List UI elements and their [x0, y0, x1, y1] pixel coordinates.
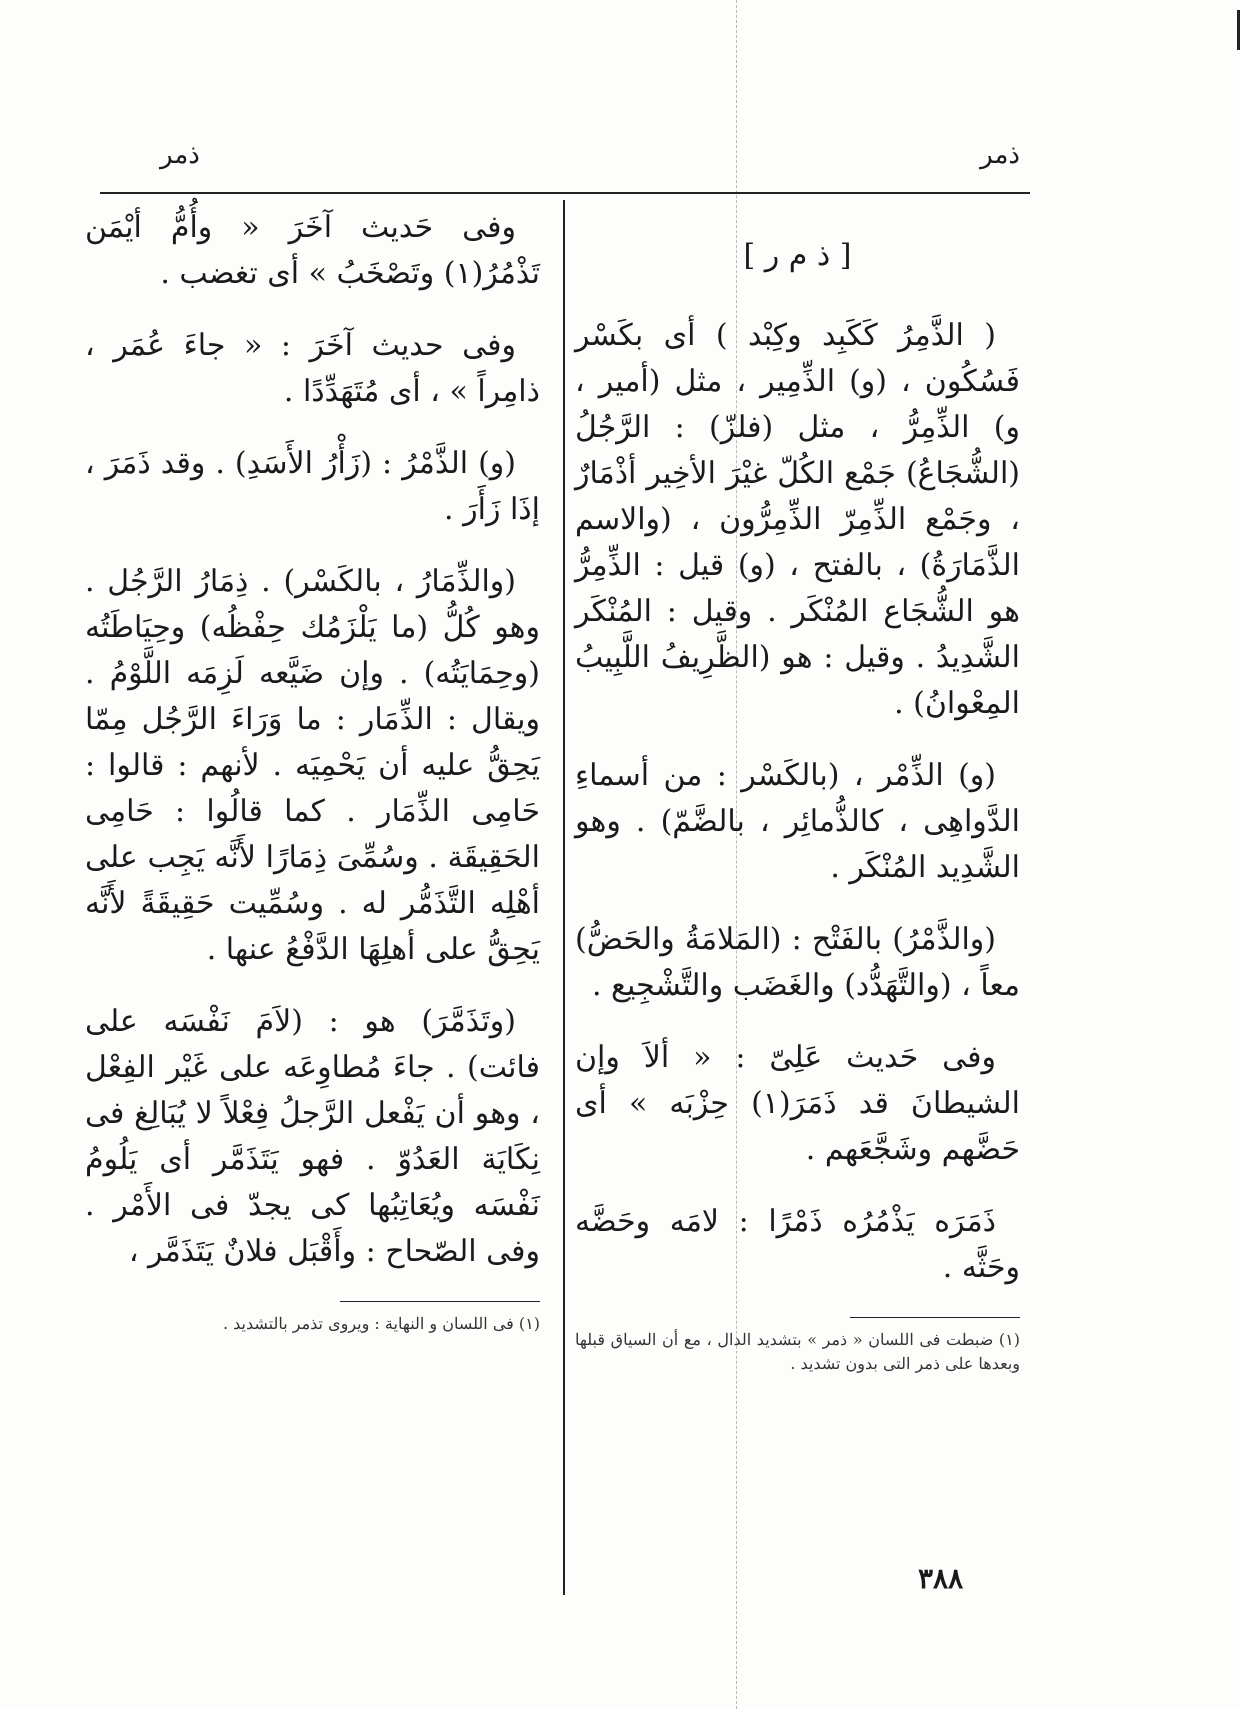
left-column	[85, 205, 540, 1362]
footnote: (١) فى اللسان و النهاية : ويروى تذمر بالتشديد .	[222, 1314, 540, 1333]
footnote: (١) ضبطت فى اللسان « ذمر » بتشديد الدال ، مع أن السياق قبلها وبعدها على ذمر التى بدون تشديد .	[575, 1330, 1020, 1373]
entry-paragraph: (والذِّمَارُ ، بالكَسْر) . ذِمَارُ الرَّجُل . وهو كُلُّ (ما يَلْزَمُك حِفْظُه) وحِيَاطَتُه (وحِمَايَتُه) . وإن ضَيَّعه لَزِمَه اللَّوْمُ . ويقال : الذِّمَار : ما وَرَاءَ الرَّجُل مِمّا يَحِقُّ عليه أن يَحْمِيَه . لأنهم : قالوا : حَامِى الذِّمَار . كما قالُوا : حَامِى الحَقِيقَة . وسُمِّىَ ذِمَارًا لأَنَّه يَجِب على أهْلِه التَّذَمُّر له . وسُمِّيت حَقِيقَةً لأَنَّه يَحِقُّ على أهلِهَا الدَّفْعُ عنها .	[85, 564, 540, 967]
page-number: ٣٨٨	[918, 1562, 964, 1595]
footnote-rule	[340, 1301, 540, 1302]
entry-paragraph: (و) الذِّمْر ، (بالكَسْر : من أسماءِ الدَّواهِى ، كالذُّمائِر ، بالضَّمّ) . وهو الشَّدِيد المُنْكَر .	[575, 758, 1020, 885]
entry-paragraph: ذَمَرَه يَذْمُرُه ذَمْرًا : لامَه وحَضَّه وحَثَّه .	[575, 1204, 1020, 1285]
entry-paragraph: وفى حديث آخَرَ : « جاءَ عُمَر ، ذامِراً » ، أى مُتَهَدِّدًا .	[85, 328, 540, 409]
running-headword-right: ذمر	[980, 140, 1020, 170]
column-divider	[563, 200, 565, 1595]
right-column	[575, 205, 1020, 1402]
root-heading: [ ذ م ر ]	[743, 238, 852, 273]
entry-paragraph: (وتَذَمَّرَ) هو : (لاَمَ نَفْسَه على فائت) . جاءَ مُطاوِعَه على غَيْر الفِعْل ، وهو أن يَفْعل الرَّجلُ فِعْلاً لا يُبَالِغ فى نِكَايَة العَدُوّ . فهو يَتَذَمَّر أى يَلُومُ نَفْسَه ويُعَاتِبُها كى يجدّ فى الأَمْر . وفى الصّحاح : وأَقْبَل فلانٌ يَتَذَمَّر ،	[85, 1004, 540, 1269]
entry-paragraph: وفى حَديث آخَرَ « وأُمُّ أيْمَن تَذْمُرُ(١) وتَصْخَبُ » أى تغضب .	[85, 210, 540, 291]
entry-paragraph: (و) الذَّمْرُ : (زَأْرُ الأَسَدِ) . وقد ذَمَرَ ، إذَا زَأَرَ .	[85, 446, 540, 527]
footnote-rule	[850, 1317, 1020, 1318]
entry-paragraph: وفى حَديث عَلِىّ : « ألاَ وإن الشيطانَ قد ذَمَرَ(١) حِزْبَه » أى حَضَّهم وشَجَّعَهم .	[575, 1040, 1020, 1167]
running-headword-left: ذمر	[160, 140, 200, 170]
entry-paragraph: (والذَّمْرُ) بالفَتْح : (المَلامَةُ والحَضُّ) معاً ، (والتَّهَدُّد) والغَضَب والتَّشْجِيع .	[575, 922, 1020, 1003]
entry-paragraph: ( الذَّمِرُ كَكَبِد وكِبْد ) أى بكَسْر فَسُكُون ، (و) الذِّمِير ، مثل (أمير ، و) الذِّمِرُّ ، مثل (فلزّ) : الرَّجُلُ (الشُّجَاعُ) جَمْع الكُلّ غيْرَ الأخِير أذْمَارٌ ، وجَمْع الذِّمِرّ الذِّمِرُّون ، (والاسم الذَّمَارَةُ) ، بالفتح ، (و) قيل : الذِّمِرُّ هو الشُّجَاع المُنْكَر . وقيل : المُنْكَر الشَّدِيدُ . وقيل : هو (الظَّرِيفُ اللَّبِيبُ المِعْوانُ) .	[575, 318, 1020, 721]
header-rule	[100, 192, 1030, 194]
page-header	[100, 140, 1030, 180]
